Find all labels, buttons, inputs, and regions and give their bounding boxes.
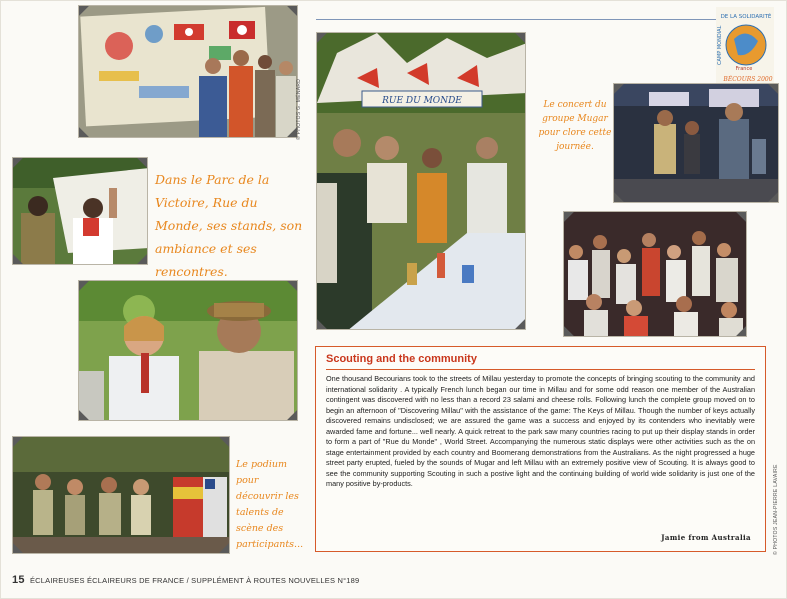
logo-side-text: CAMP MONDIAL [717,25,723,65]
photo-girls [78,280,298,421]
podium-scene [13,437,230,554]
banner-text: RUE DU MONDE [382,96,462,106]
page-footer [12,574,359,586]
photo-concert [613,83,779,203]
article-title-rule [326,369,755,370]
caption-concert: Le concert du groupe Mugar pour clore cette journée. [538,100,612,152]
photo-rue-du-monde [316,32,526,330]
header-rule [316,19,716,20]
market-scene [317,33,526,330]
logo-country: France [735,66,753,72]
article-body: One thousand Becourians took to the streets of Millau yesterday to promote the concepts of bringing scouting to the community and international solidarity . A typically French lunch began our time in Millau and for some odd reason one member of the Australian contingent was discovered with no less than a record 23 salami and cheese rolls. Following lunch the complete group moved on to begin an afternoon of "Discovering Millau" with the assistance of the game: The Keys of Millau. Though the number of keys actually discovered remains undisclosed; we are assured the game was a success and enjoyed by its contenders who inevitably were awarded fame and fortune... well nearly. A quick retreat to the park saw many countries racing to put up their display stands in order to form a part of "Rue du Monde" , World Street. Accompanying the numerous static displays were other activities such as the on stage entertainment provided by each country and Boomerang demonstrations from the Australians. As the night progressed a huge street party erupted, fueled by the sounds of Mugar and left Millau with an extremely positive view of Scouting. It is always good to see the community supporting Scouting in such a postive light and the continuing building of world wide solidarity is just one of the many positive by-products. [326,374,755,488]
concert-scene [614,84,779,203]
article-box [315,346,766,552]
logo-arc-text: DE LA SOLIDARITÉ [720,14,772,20]
page-number: 15 [12,574,25,586]
logo-sub: BÉCOURS 2000 [723,76,773,83]
article-signature: Jamie from Australia [661,533,751,542]
photo-credit-side: © PHOTOS JEAN-PIERRE LAVAIRE [773,464,779,555]
camp-logo-emblem [716,7,774,87]
photo-credit-top: © PHOTOS G. MÉNARD [296,78,302,140]
photo-children-drawing [12,157,148,265]
article-title: Scouting and the community [326,353,477,365]
caption-podium: Le podium pour découvrir les talents de scène des participants... [236,459,304,550]
photo-crowd [563,211,747,337]
photo-podium [12,436,230,554]
caption-park: Dans le Parc de la Victoire, Rue du Monde, ses stands, son ambiance et ses rencontres. [155,172,303,279]
photo-mural [78,5,298,138]
drawing-scene [13,158,148,265]
crowd-scene [564,212,747,337]
footer-text: ÉCLAIREUSES ÉCLAIREURS DE FRANCE / SUPPLÉMENT À ROUTES NOUVELLES N°189 [29,576,360,585]
girls-scene [79,281,298,421]
mural-scene [79,6,298,138]
camp-logo [716,7,774,87]
